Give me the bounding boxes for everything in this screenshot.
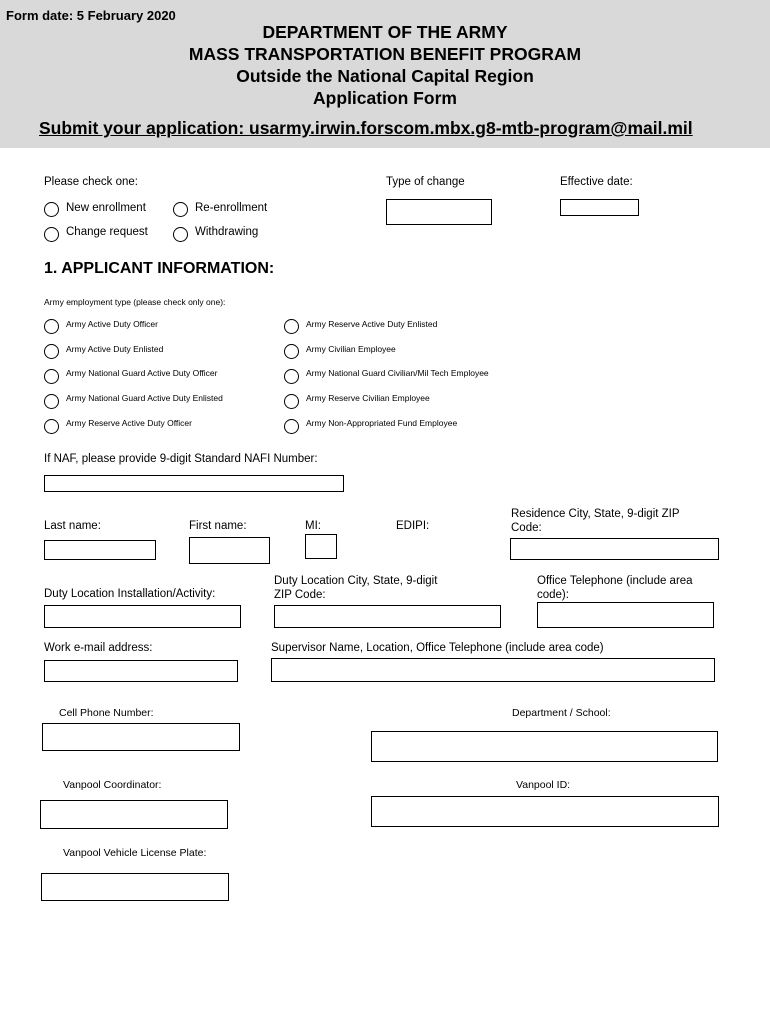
duty-city-field[interactable]: [274, 605, 501, 628]
radio-new-enrollment[interactable]: [44, 202, 59, 217]
first-name-field[interactable]: [189, 537, 270, 564]
radio-employment-ad-officer[interactable]: [44, 319, 59, 334]
employment-option-label: Army Reserve Active Duty Enlisted: [306, 319, 438, 329]
mi-label: MI:: [305, 520, 321, 532]
employment-option-label: Army Active Duty Enlisted: [66, 344, 164, 354]
supervisor-field[interactable]: [271, 658, 715, 682]
employment-option-label: Army Non-Appropriated Fund Employee: [306, 418, 458, 428]
radio-re-enrollment[interactable]: [173, 202, 188, 217]
vanpool-id-label: Vanpool ID:: [516, 779, 571, 791]
department-label: Department / School:: [512, 707, 611, 719]
radio-employment-reserve-enlisted[interactable]: [284, 319, 299, 334]
check-one-label: Please check one:: [44, 176, 138, 188]
last-name-field[interactable]: [44, 540, 156, 560]
supervisor-label: Supervisor Name, Location, Office Telephone (include area code): [271, 642, 604, 654]
first-name-label: First name:: [189, 520, 247, 532]
radio-employment-ng-enlisted[interactable]: [44, 394, 59, 409]
title-program: MASS TRANSPORTATION BENEFIT PROGRAM: [188, 44, 582, 64]
title-application-form: Application Form: [313, 88, 457, 108]
vanpool-plate-label: Vanpool Vehicle License Plate:: [63, 847, 207, 859]
option-re-enrollment-label: Re-enrollment: [195, 202, 268, 214]
employment-option-label: Army National Guard Civilian/Mil Tech Employee: [306, 368, 489, 378]
mi-field[interactable]: [305, 534, 337, 559]
radio-withdrawing[interactable]: [173, 227, 188, 242]
employment-option-label: Army Active Duty Officer: [66, 319, 158, 329]
radio-employment-naf[interactable]: [284, 419, 299, 434]
cell-phone-field[interactable]: [42, 723, 240, 751]
employment-option-label: Army National Guard Active Duty Officer: [66, 368, 218, 378]
employment-option-label: Army National Guard Active Duty Enlisted: [66, 393, 223, 403]
vanpool-coordinator-field[interactable]: [40, 800, 228, 829]
option-change-request-label: Change request: [66, 226, 148, 238]
edipi-label: EDIPI:: [396, 520, 430, 532]
form-date: Form date: 5 February 2020: [6, 8, 176, 23]
work-email-field[interactable]: [44, 660, 238, 682]
effective-date-field[interactable]: [560, 199, 639, 216]
option-new-enrollment-label: New enrollment: [66, 202, 146, 214]
employment-type-label: Army employment type (please check only one):: [44, 297, 226, 307]
radio-employment-ng-civilian[interactable]: [284, 369, 299, 384]
residence-label: Residence City, State, 9-digit ZIP Code:: [511, 508, 680, 534]
last-name-label: Last name:: [44, 520, 101, 532]
cell-phone-label: Cell Phone Number:: [59, 707, 154, 719]
form-header: [0, 0, 770, 148]
employment-option-label: Army Reserve Civilian Employee: [306, 393, 430, 403]
radio-change-request[interactable]: [44, 227, 59, 242]
title-department: DEPARTMENT OF THE ARMY: [262, 22, 508, 42]
naf-number-label: If NAF, please provide 9-digit Standard NAFI Number:: [44, 453, 318, 465]
duty-city-label: Duty Location City, State, 9-digit ZIP Code:: [274, 575, 438, 601]
vanpool-plate-field[interactable]: [41, 873, 229, 901]
radio-employment-ng-officer[interactable]: [44, 369, 59, 384]
effective-date-label: Effective date:: [560, 176, 633, 188]
vanpool-coordinator-label: Vanpool Coordinator:: [63, 779, 162, 791]
section-applicant-information: 1. APPLICANT INFORMATION:: [44, 260, 275, 277]
residence-field[interactable]: [510, 538, 719, 560]
option-withdrawing-label: Withdrawing: [195, 226, 259, 238]
department-field[interactable]: [371, 731, 718, 762]
radio-employment-reserve-officer[interactable]: [44, 419, 59, 434]
employment-option-label: Army Reserve Active Duty Officer: [66, 418, 192, 428]
type-of-change-field[interactable]: [386, 199, 492, 225]
office-phone-field[interactable]: [537, 602, 714, 628]
duty-installation-label: Duty Location Installation/Activity:: [44, 588, 216, 600]
work-email-label: Work e-mail address:: [44, 642, 153, 654]
employment-option-label: Army Civilian Employee: [306, 344, 396, 354]
vanpool-id-field[interactable]: [371, 796, 719, 827]
submit-email-line: Submit your application: usarmy.irwin.forscom.mbx.g8-mtb-program@mail.mil: [39, 118, 693, 138]
radio-employment-civilian[interactable]: [284, 344, 299, 359]
duty-installation-field[interactable]: [44, 605, 241, 628]
radio-employment-ad-enlisted[interactable]: [44, 344, 59, 359]
type-of-change-label: Type of change: [386, 176, 465, 188]
naf-number-field[interactable]: [44, 475, 344, 492]
office-phone-label: Office Telephone (include area code):: [537, 575, 693, 601]
radio-employment-reserve-civilian[interactable]: [284, 394, 299, 409]
title-region: Outside the National Capital Region: [236, 66, 534, 86]
